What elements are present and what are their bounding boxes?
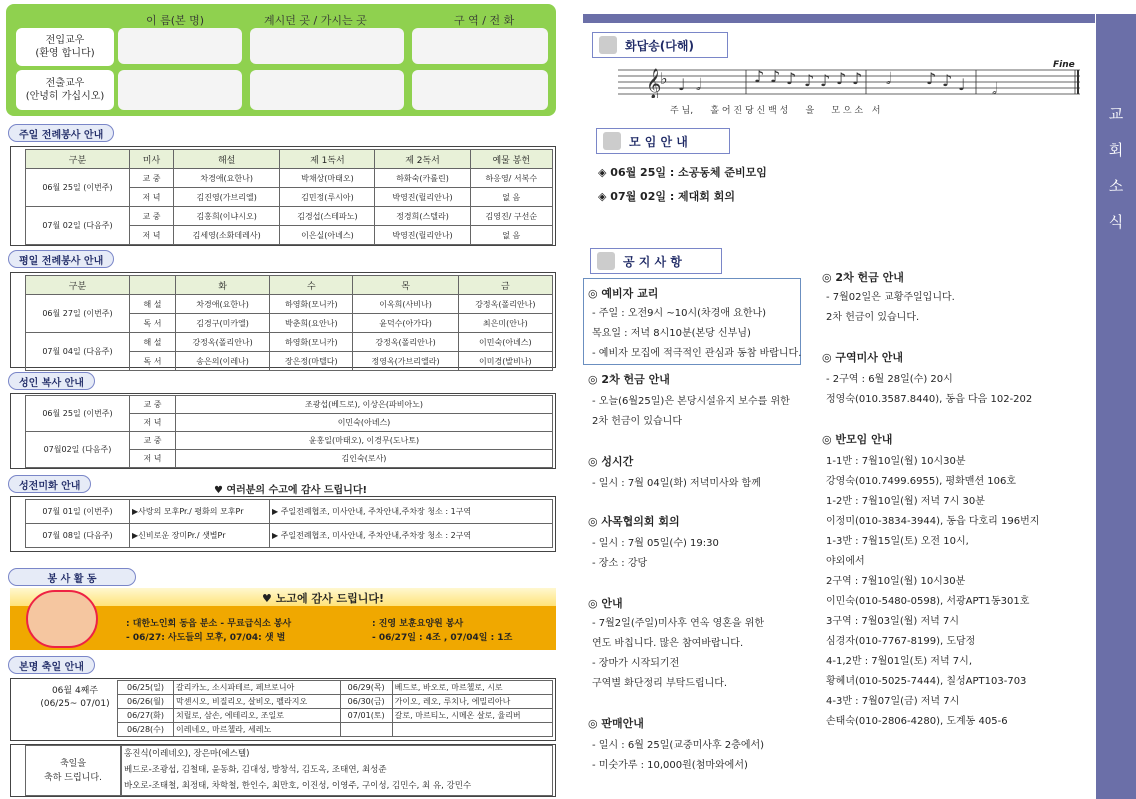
transfer-in-name-field[interactable] [118,28,242,64]
notice-heading: ◎ 판매안내 [588,717,644,730]
cleaning-table [25,499,553,548]
notice-heading: ◎ 예비자 교리 [588,287,659,300]
congrats-label: 축일을 축하 드립니다. [25,745,121,796]
area-header: 구 역 / 전 화 [454,14,515,27]
header-curl [1074,23,1096,49]
transfer-out-place-field[interactable] [250,70,404,110]
person-icon [597,252,615,270]
notice-line: 이민숙(010-5480-0598), 서광APT1동301호 [826,596,1030,607]
staff-svg [596,62,1080,98]
notice-line: 야외에서 [826,556,865,567]
side-title: 교 회 소 식 [1108,105,1124,231]
notice-line: 1-3반 : 7월15일(토) 오전 10시, [826,536,969,547]
svg-text:𝅗𝅥: 𝅗𝅥 [696,75,702,94]
notice-line: - 오늘(6월25일)은 본당시설유지 보수를 위한 [592,396,790,407]
volunteer-line-3: : 진영 보훈요양원 봉사 [372,619,464,629]
notice-line: - 일시 : 7월 04일(화) 저녁미사와 함께 [592,478,761,489]
table-row: 06/28(수) 이레네오, 마르첼라, 세레노 [118,723,553,737]
meeting-line-2: ◈ 07월 02일 : 제대회 회의 [598,190,736,203]
sunday-liturgy-table: 구분 미사 해설 제 1독서 제 2독서 예물 봉헌 06월 25일 (이번주) 교 중 차경애(요한나) 박채상(마태오) 하화숙(카롤린) 하응영/ 서복수 저 녁 김진영(가브리엘) 김민정(루시아) 박영진(릴리안나) 없 음 07월 02일 (다음주) 교 중 김홍희(이냐시오) 김경섭(스테파노) 정경희(스텔라) 김영진/ 구선순 저 녁 김세영(소화데레사) 이은실(아녜스) 박영진(릴리안나) 없 음 [25,149,553,245]
svg-text:♪: ♪ [786,69,797,88]
table-row: 06월 27일 (이번주) 해 설 차경애(요한나) 하영화(모니카) 이옥희(사비나) 강정옥(폴리안나) [26,295,553,314]
table-row: 07월 04일 (다음주) 해 설 강정옥(폴리안나) 하영화(모니카) 강정옥(폴리안나) 이민숙(아녜스) [26,333,553,352]
name-header: 이 름(본 명) [146,14,205,27]
notice-heading: ◎ 안내 [588,597,623,610]
notice-line: 2차 헌금이 있습니다 [592,416,682,427]
fine-label: Fine [1053,60,1075,70]
svg-text:♪: ♪ [770,67,781,86]
notice-line: - 2구역 : 6월 28일(수) 20시 [826,374,953,385]
weekday-liturgy-title: 평일 전례봉사 안내 [8,250,114,268]
weekday-liturgy-table: 구분 화 수 목 금 06월 27일 (이번주) 해 설 차경애(요한나) 하영화(모니카) 이옥희(사비나) 강정옥(폴리안나) 독 서 김경구(미카엘) 박춘희(요안나) 윤덕수(아가다) 최은미(안나) 07월 04일 (다음주) 해 설 강정옥(폴리안나) 하영화(모니카) 강정옥(폴리안나) 이민숙(아녜스) 독 서 송은의(이레나) 장은정(마텔다) 정영옥(가브리엘라) 이미경(발비나) [25,275,553,371]
hymn-title: 화답송(다해) [592,32,728,58]
person-icon [599,36,617,54]
svg-text:𝅗𝅥: 𝅗𝅥 [886,69,892,88]
table-row: 저 녁 김세영(소화데레사) 이은실(아녜스) 박영진(릴리안나) 없 음 [26,226,553,245]
table-row: 07월 08일 (다음주) ▶신비로운 장미Pr./ 샛별Pr ▶ 주일전례협조, 미사안내, 주차안내,주차장 청소 : 2구역 [26,524,553,548]
table-row: 06월 25일 (이번주) 교 중 조광섭(베드로), 이상은(파비아노) [26,396,553,414]
notice-line: 1-1반 : 7월10일(월) 10시30분 [826,456,966,467]
hymn-lyric: 주 님, 홀 어 진 당 신 백 성 을 모 으 소 서 [670,106,881,116]
table-row: 07월02일 (다음주) 교 중 윤홍일(마태오), 이경무(도나토) [26,432,553,450]
volunteer-line-1: : 대한노인회 동읍 분소 - 무료급식소 봉사 [126,619,292,629]
music-staff [596,62,1080,98]
notice-heading: ◎ 구역미사 안내 [822,351,904,364]
notice-line: - 일시 : 7월 05일(수) 19:30 [592,538,719,549]
svg-text:♪: ♪ [820,71,831,90]
table-row: 독 서 송은의(이레나) 장은정(마텔다) 정영옥(가브리엘라) 이미경(발비나) [26,352,553,371]
notice-line: - 7월02일은 교황주일입니다. [826,292,955,303]
notice-line: - 주일 : 오전9시 ~10시(차경애 요한나) [592,308,767,319]
registration-box [6,4,556,116]
volunteer-thanks: ♥ 노고에 감사 드립니다! [262,592,385,605]
transfer-out-name-field[interactable] [118,70,242,110]
volunteer-line-4: - 06/27일 : 4조 , 07/04일 : 1조 [372,633,513,643]
table-row: 06/27(화) 치릴로, 삼손, 에테리오, 조일로 07/01(토) 갈로, 마르티노, 시메온 살로, 율리버 [118,709,553,723]
cleaning-block [10,496,556,552]
transfer-out-area-field[interactable] [412,70,548,110]
notice-heading: ◎ 2차 헌금 안내 [588,373,670,386]
sunday-liturgy-title: 주일 전례봉사 안내 [8,124,114,142]
cleaning-thanks: ♥ 여러분의 수고에 감사 드립니다! [214,485,368,496]
notice-heading: ◎ 성시간 [588,455,634,468]
transfer-in-label: 전입교우 (환영 합니다) [16,28,114,66]
feast-congrats-block [10,744,556,797]
table-row: 07월 02일 (다음주) 교 중 김홍희(이냐시오) 김경섭(스테파노) 정경희(스텔라) 김영진/ 구선순 [26,207,553,226]
svg-text:𝅗𝅥: 𝅗𝅥 [992,79,998,98]
table-row: 저 녁 김진영(가브리엘) 김민정(루시아) 박영진(릴리안나) 없 음 [26,188,553,207]
notice-line: - 미숫가루 : 10,000원(첨마와에서) [592,760,748,771]
cleaning-title: 성전미화 안내 [8,475,91,493]
svg-text:♪: ♪ [852,69,863,88]
feast-week: 06월 4째주 (06/25~ 07/01) [40,686,110,709]
table-row: 저 녁 김인숙(로사) [26,450,553,468]
notice-line: 이정미(010-3834-3944), 동읍 다호리 196번지 [826,516,1040,527]
volunteer-panel [10,606,556,650]
notice-line: 2구역 : 7월10일(월) 10시30분 [826,576,966,587]
table-row: 저 녁 이민숙(아녜스) [26,414,553,432]
notice-line: - 장마가 시작되기전 [592,658,680,669]
side-bar-top [1096,14,1136,44]
notice-line: 목요일 : 저녁 8시10분(본당 신부님) [592,328,751,339]
svg-text:♪: ♪ [942,71,953,90]
feast-title: 본명 축일 안내 [8,656,95,674]
notice-line: 2차 헌금이 있습니다. [826,312,920,323]
notice-title: 공 지 사 항 [590,248,722,274]
adult-server-title: 성인 복사 안내 [8,372,95,390]
notice-heading: ◎ 사목협의회 회의 [588,515,680,528]
volunteer-title: 봉 사 활 동 [8,568,136,586]
place-header: 계시던 곳 / 가시는 곳 [264,14,367,27]
sunday-liturgy-block [10,146,556,246]
svg-text:♪: ♪ [804,71,815,90]
transfer-in-place-field[interactable] [250,28,404,64]
table-row: 07월 01일 (이번주) ▶사랑의 모후Pr./ 평화의 모후Pr ▶ 주일전례협조, 미사안내, 주차안내,주차장 청소 : 1구역 [26,500,553,524]
table-row: 06/25(일) 갈리카노, 소시파테르, 페브로니아 06/29(목) 베드로, 바오로, 마르첼로, 시로 [118,681,553,695]
volunteer-line-2: - 06/27: 사도들의 모후, 07/04: 샛 별 [126,633,286,643]
notice-line: - 장소 : 강당 [592,558,648,569]
svg-text:♪: ♪ [926,69,937,88]
notice-line: - 예비자 모집에 적극적인 관심과 동참 바랍니다. [592,348,802,359]
notice-line: - 7월2일(주일)미사후 연옥 영혼을 위한 [592,618,765,629]
svg-text:♩: ♩ [678,75,686,94]
meeting-title: 모 임 안 내 [596,128,730,154]
meeting-line-1: ◈ 06월 25일 : 소공동체 준비모임 [598,166,767,179]
weekday-liturgy-block [10,272,556,368]
adult-server-table [25,395,553,468]
notice-line: 1-2반 : 7월10일(월) 저녁 7시 30분 [826,496,985,507]
notice-line: 강영숙(010.7499.6955), 평화맨션 106호 [826,476,1017,487]
svg-text:♭: ♭ [660,69,668,88]
svg-text:♪: ♪ [754,67,765,86]
notice-line: 황혜녀(010-5025-7444), 칠성APT103-703 [826,676,1027,687]
volunteer-illustration [26,590,98,648]
svg-text:♩: ♩ [958,75,966,94]
header-bar [583,14,1095,23]
notice-line: - 일시 : 6월 25일(교중미사후 2층에서) [592,740,765,751]
person-icon [603,132,621,150]
transfer-in-area-field[interactable] [412,28,548,64]
table-row: 06월 25일 (이번주) 교 중 차경애(요한나) 박채상(마태오) 하화숙(카롤린) 하응영/ 서복수 [26,169,553,188]
notice-heading: ◎ 2차 헌금 안내 [822,271,904,284]
notice-line: 심경자(010-7767-8199), 도담정 [826,636,976,647]
table-row: 06/26(월) 막센시오, 비질리오, 살비오, 펠라지오 06/30(금) 가이오, 레오, 루치나, 에밀리아나 [118,695,553,709]
transfer-out-label: 전출교우 (안녕히 가십시오) [16,70,114,110]
notice-line: 구역별 화단정리 부탁드립니다. [592,678,728,689]
svg-text:𝄞: 𝄞 [646,69,662,98]
notice-line: 4-3반 : 7월07일(금) 저녁 7시 [826,696,960,707]
adult-server-block [10,393,556,469]
svg-text:♪: ♪ [836,69,847,88]
feast-table [117,680,553,737]
notice-line: 4-1,2반 : 7월01일(토) 저녁 7시, [826,656,973,667]
notice-heading: ◎ 반모임 안내 [822,433,893,446]
notice-line: 연도 바칩니다. 많은 참여바랍니다. [592,638,744,649]
notice-line: 정영숙(010.3587.8440), 동읍 다음 102-202 [826,394,1033,405]
feast-block [10,678,556,741]
notice-line: 3구역 : 7월03일(월) 저녁 7시 [826,616,959,627]
notice-line: 손태숙(010-2806-4280), 도계동 405-6 [826,716,1008,727]
table-row: 독 서 김경구(미카엘) 박춘희(요안나) 윤덕수(아가다) 최은미(안나) [26,314,553,333]
congrats-names: 홍진식(이레네오), 장은마(에스텔) 베드로-조광섭, 김철태, 윤동화, 김대성, 방창석, 김도옥, 조태연, 최성준 바오로-조태철, 최정태, 차학철, 한인수, 최만호, 이진성, 이영주, 구이성, 김민수, 최 유, 강민수 [121,745,553,796]
